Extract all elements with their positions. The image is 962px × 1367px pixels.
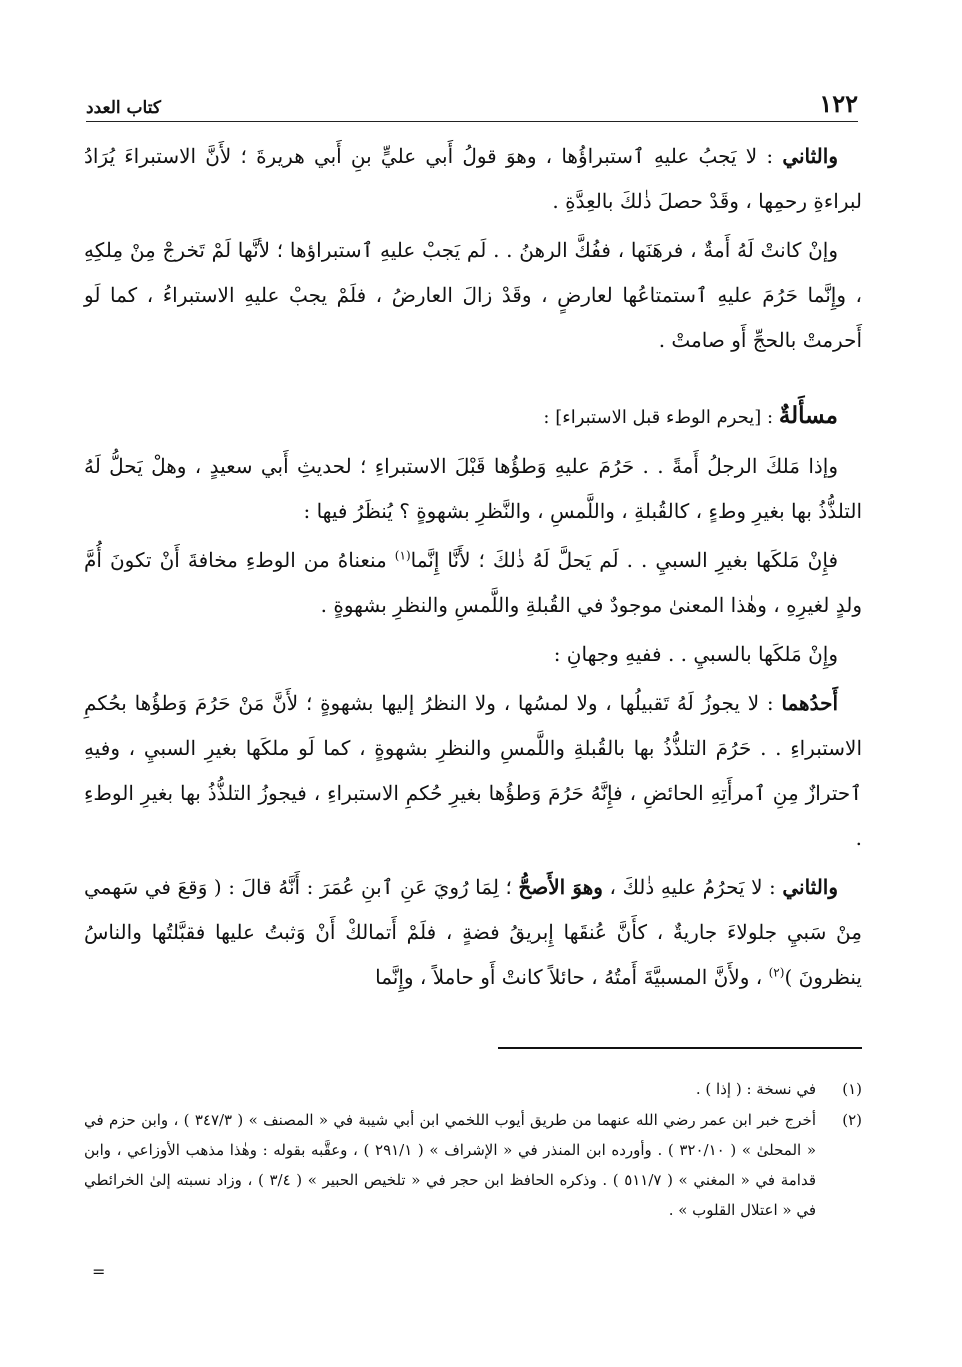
paragraph-second-view (84, 865, 862, 1000)
paragraph-mortgaged-slave (84, 228, 862, 363)
paragraph-text: فإِنْ مَلكَها بغيرِ السبيِ . . لَم يَحلَّ لَهُ ذٰلكَ ؛ لأَنَّا إِنَّما (410, 548, 839, 572)
continuation-mark: = (92, 1262, 106, 1281)
paragraph-second-opinion (84, 134, 862, 224)
paragraph-lead: أَحدُهما (781, 691, 838, 715)
paragraph-text: : لا يَحرُمُ عليهِ ذٰلكَ ، (602, 875, 783, 899)
main-text (84, 134, 862, 1004)
paragraph-lead: والثاني (782, 144, 838, 168)
page-number: ١٢٢ (819, 89, 858, 118)
paragraph-text: وإنْ كانتْ لَهُ أَمةٌ ، فرهَنَها ، ففُكَّ الرهنُ . . لَم يَجبْ عليهِ ٱستبراؤها ؛ لأنَّها لَمْ تَخرجْ مِنْ مِلكِهِ ، وإِنَّما حَرُمَ عليهِ ٱستمتاعُها لعارضٍ ، وقَدْ زالَ العارضُ ، فلَمْ يجبْ عليهِ الاستبراءُ ، كما لَو أَحرمتْ بالحجِّ أَو صامتْ . (84, 238, 862, 352)
footnote-number: (٢) (842, 1111, 862, 1129)
masala-heading (84, 393, 862, 440)
footnote-reference[interactable]: (٢) (768, 965, 785, 980)
footnote-item (84, 1105, 862, 1225)
paragraph-text: منعناهُ من الوطءِ مخافةَ أَنْ تكونَ أُمَّ ولدٍ لغيرِهِ ، وهٰذا المعنىٰ موجودٌ في القُبلةِ واللَّمسِ والنظرِ بشهوةٍ . (84, 548, 862, 617)
running-title: كتاب العدد (86, 98, 161, 118)
paragraph-text: وإذا مَلكَ الرجلُ أَمةً . . حَرُمَ عليهِ وَطؤُها قَبْلَ الاستبراءِ ؛ لحديثِ أَبي سعيدٍ ، وهلْ يَحلُّ لَهُ التلذُّذُ بها بغيرِ وطءٍ ، كالقُبلةِ ، واللَّمسِ ، والنَّظرِ بشهوةٍ ؟ يُنظَرُ فيها : (84, 454, 862, 523)
footnotes (84, 1074, 862, 1226)
paragraph-non-captive (84, 538, 862, 628)
footnote-reference[interactable]: (١) (394, 548, 411, 563)
footnote-item (84, 1074, 862, 1104)
header-rule (86, 121, 858, 122)
paragraph-text: وإِنْ مَلكَها بالسبيِ . . ففيهِ وجهانِ : (553, 642, 838, 666)
paragraph-text: ، ولأَنَّ المسبيَّةَ أَمتُهُ ، حائلاً كانتْ أَو حاملاً ، وإِنَّما (375, 965, 769, 989)
paragraph-emphasis: وهوَ الأَصحُّ (518, 875, 603, 899)
paragraph-text: : لا يجوزُ لَهُ تَقبيلُها ، ولا لمسُها ، ولا النظرُ إليها بشهوةٍ ؛ لأَنَّ مَنْ حَرُمَ وَطؤُها بحُكمِ الاستبراءِ . . حَرُمَ التلذُّذُ بها بالقُبلةِ واللَّمسِ والنظرِ بشهوةٍ ، كما لَو ملكَها بغيرِ السبيِ ، وفيهِ ٱحترازٌ مِنِ ٱمرأَتِهِ الحائضِ ، فإِنَّهُ حَرُمَ وَطؤُها بغيرِ حُكمِ الاستبراءِ ، فيجوزُ التلذُّذُ بها بغيرِ الوطءِ . (84, 691, 862, 850)
paragraph-first-view (84, 681, 862, 861)
footnote-text: في نسخة : ( إذا ) . (695, 1080, 816, 1098)
masala-title: مسأَلةٌ (778, 402, 838, 429)
paragraph-text: ؛ لِمَا رُويَ عَنِ ٱبنِ عُمَرَ : أَنَّهُ قالَ : ( وَقعَ في سَهمي مِنْ سَبيِ جلولاءَ جاريةٌ ، كأَنَّ عُنقَها إِبريقُ فضةٍ ، فلَمْ أَتمالكْ أَنْ وَثبتُ عليها فقبَّلتُها والناسُ ينظرونَ ) (84, 875, 862, 989)
paragraph-ownership (84, 444, 862, 534)
paragraph-text: : لا يَجبُ عليهِ ٱستبراؤُها ، وهوَ قولُ أَبي عليٍّ بنِ أَبي هريرةَ ؛ لأَنَّ الاستبراءَ يُرَادُ لبراءةِ رحمِها ، وقَدْ حصلَ ذٰلكَ بالعِدَّةِ . (84, 144, 862, 213)
footnote-text: أخرج خبر ابن عمر رضي الله عنهما من طريق أيوب اللخمي ابن أبي شيبة في « المصنف » ( ٣٤٧/٣ ) ، وابن حزم في « المحلىٰ » ( ٣٢٠/١٠ ) . وأورده ابن المنذر في « الإشراف » ( ٢٩١/١ ) ، وعقَّبه بقوله : وهٰذا مذهب الأوزاعي ، وابن قدامة في « المغني » ( ٥١١/٧ ) . وذكره الحافظ ابن حجر في « تلخيص الحبير » ( ٣/٤ ) ، وزاد نسبته إلىٰ الخرائطي في « اعتلال القلوب » . (84, 1111, 817, 1219)
masala-subtitle: : [يحرم الوطء قبل الاستبراء] : (543, 407, 779, 428)
footnote-separator (498, 1047, 862, 1049)
paragraph-lead: والثاني (782, 875, 839, 899)
paragraph-captive (84, 632, 862, 677)
footnote-number: (١) (842, 1080, 862, 1098)
page-header (86, 78, 858, 118)
